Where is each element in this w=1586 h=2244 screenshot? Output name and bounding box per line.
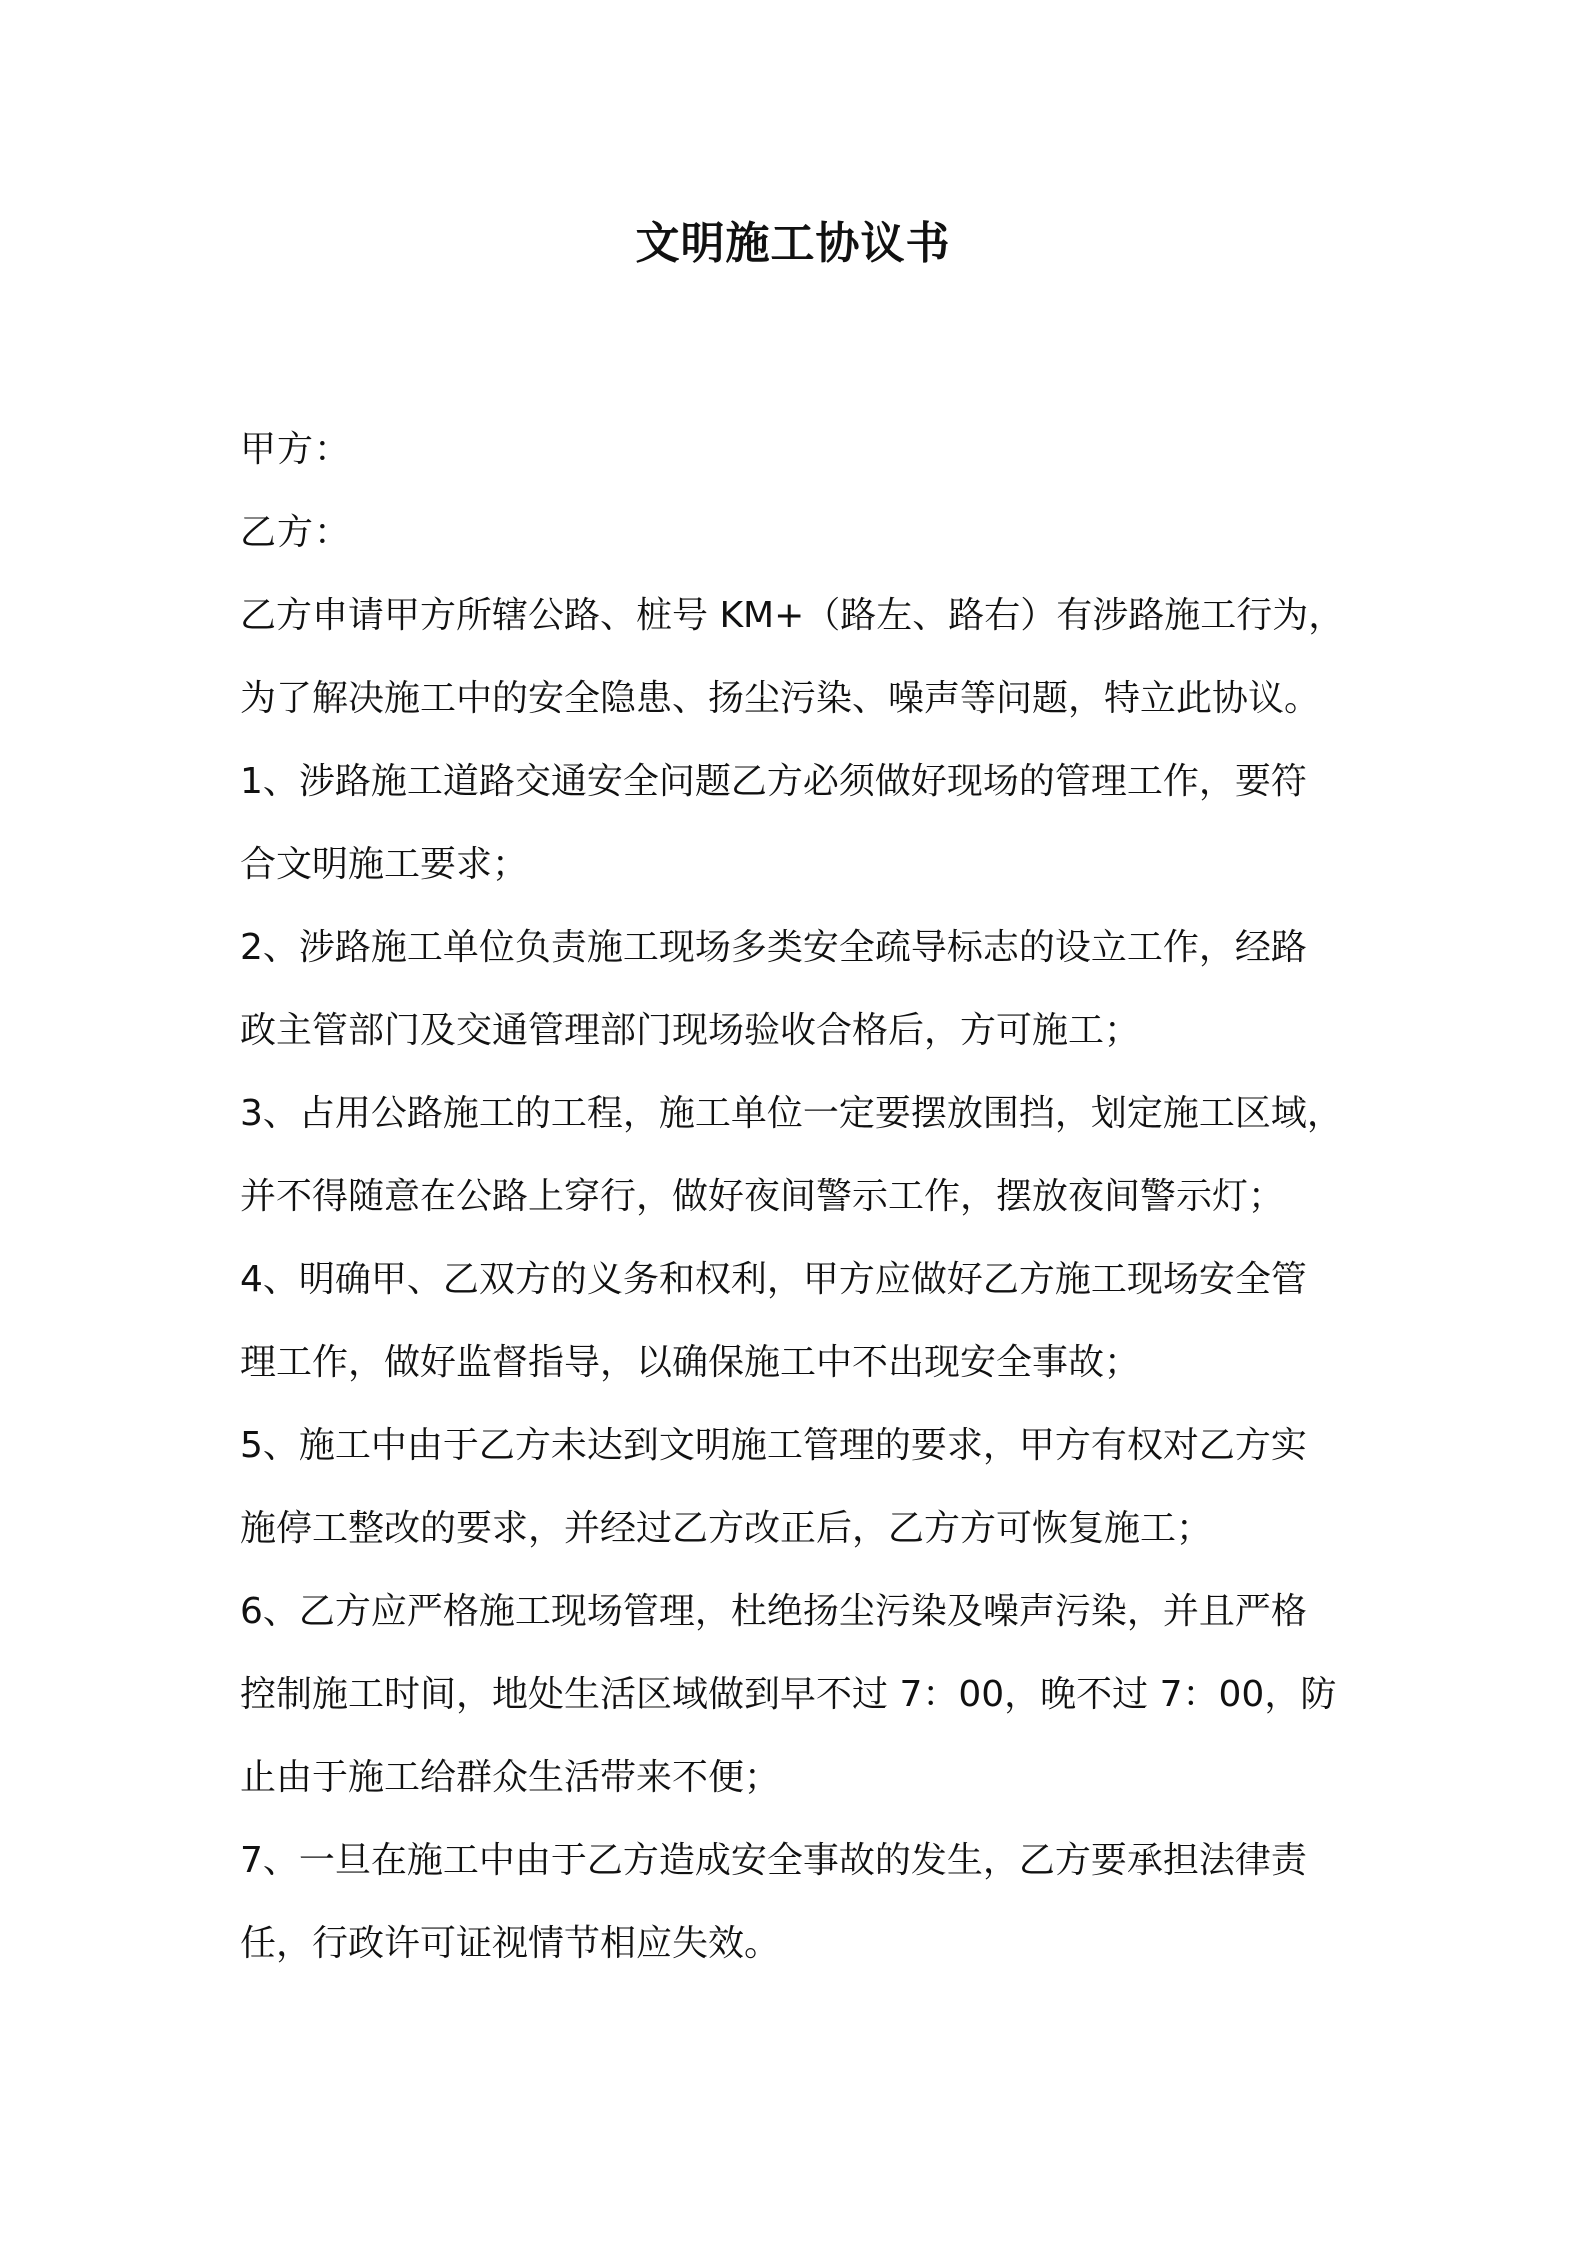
intro-line: 乙方申请甲方所辖公路、桩号 KM+（路左、路右）有涉路施工行为， <box>240 595 1345 636</box>
clause-2-line: 2、涉路施工单位负责施工现场多类安全疏导标志的设立工作，经路 <box>240 927 1307 968</box>
clause-3 <box>240 1072 1370 1238</box>
clause-3-line: 并不得随意在公路上穿行，做好夜间警示工作，摆放夜间警示灯； <box>240 1176 1285 1217</box>
clause-7 <box>240 1819 1370 1985</box>
clause-4-line: 理工作，做好监督指导，以确保施工中不出现安全事故； <box>240 1342 1141 1383</box>
clause-6-line: 止由于施工给群众生活带来不便； <box>240 1757 781 1798</box>
document-body <box>240 408 1370 1985</box>
clause-7-line: 任，行政许可证视情节相应失效。 <box>240 1923 781 1964</box>
clause-4-line: 4、明确甲、乙双方的义务和权利，甲方应做好乙方施工现场安全管 <box>240 1259 1307 1300</box>
clause-3-line: 3、占用公路施工的工程，施工单位一定要摆放围挡，划定施工区域， <box>240 1093 1343 1134</box>
clause-6-line: 控制施工时间，地处生活区域做到早不过 7：00，晚不过 7：00，防 <box>240 1674 1337 1715</box>
clause-7-line: 7、一旦在施工中由于乙方造成安全事故的发生，乙方要承担法律责 <box>240 1840 1307 1881</box>
clause-6-line: 6、乙方应严格施工现场管理，杜绝扬尘污染及噪声污染，并且严格 <box>240 1591 1307 1632</box>
clause-1 <box>240 740 1370 906</box>
clause-2-line: 政主管部门及交通管理部门现场验收合格后，方可施工； <box>240 1010 1141 1051</box>
clause-5-line: 5、施工中由于乙方未达到文明施工管理的要求，甲方有权对乙方实 <box>240 1425 1307 1466</box>
intro-paragraph <box>240 574 1370 740</box>
party-b-label: 乙方： <box>240 512 352 553</box>
clause-1-line: 1、涉路施工道路交通安全问题乙方必须做好现场的管理工作，要符 <box>240 761 1307 802</box>
clause-2 <box>240 906 1370 1072</box>
clause-1-line: 合文明施工要求； <box>240 844 529 885</box>
clause-6 <box>240 1570 1370 1819</box>
intro-line: 为了解决施工中的安全隐患、扬尘污染、噪声等问题，特立此协议。 <box>240 678 1321 719</box>
clause-5 <box>240 1404 1370 1570</box>
party-a-label: 甲方： <box>240 429 352 470</box>
document-title: 文明施工协议书 <box>635 218 951 269</box>
clause-5-line: 施停工整改的要求，并经过乙方改正后，乙方方可恢复施工； <box>240 1508 1213 1549</box>
clause-4 <box>240 1238 1370 1404</box>
